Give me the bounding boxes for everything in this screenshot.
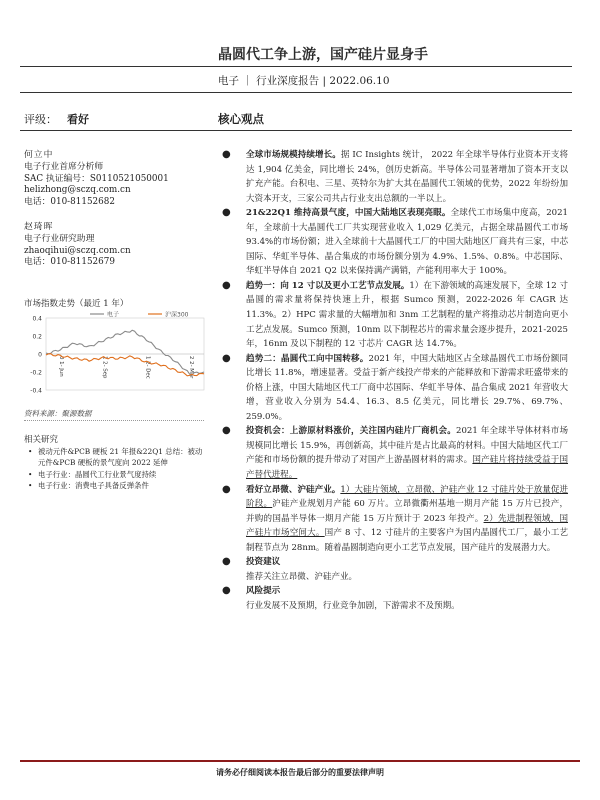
bullet-icon: ● bbox=[222, 149, 231, 160]
bullet-head: 投资建议 bbox=[246, 557, 281, 568]
bullet-investment-opportunity bbox=[218, 424, 568, 482]
bullet-head: 21&22Q1 维持高景气度，中国大陆地区表现亮眼。 bbox=[246, 208, 451, 219]
bullet-body: 据 IC Insights 统计， 2022 年全球半导体行业资本开支将达 1,904 亿美金，同比增长 24%，创历史新高。半导体公司显著增加了资本开支以扩充产能。台积电、三星、英特尔为扩大其在晶圆代工领域的优势，2022 年纷纷加大资本开支，三家公司共占行业支出总额的一半以上。 bbox=[246, 150, 568, 204]
y-tick-label: -0.4 bbox=[30, 387, 42, 395]
related-item[interactable]: • 电子行业：晶圆代工行业景气度持续 bbox=[28, 470, 208, 481]
y-tick-label: -0.2 bbox=[30, 369, 42, 377]
legend-label: 沪深300 bbox=[165, 311, 189, 319]
analyst-role: 电子行业研究助理 bbox=[24, 233, 95, 244]
analyst-2 bbox=[24, 222, 131, 269]
report-title: 晶圆代工争上游，国产硅片显身手 bbox=[218, 47, 428, 63]
bullet-head: 看好立昂微、沪硅产业。 bbox=[246, 484, 341, 495]
bullet-trend-two bbox=[218, 352, 568, 425]
bullet-icon: ● bbox=[222, 556, 231, 568]
footer-divider bbox=[20, 760, 580, 762]
bullet-body: 全球代工市场集中度高，2021 年，全球前十大晶圆代工厂共实现营业收入 1,029 亿美元，占据全球晶圆代工市场 93.4%的市场份额；进入全球前十大晶圆代工厂的中国大陆地区厂商共有三家，中芯国际、华虹半导体、晶合集成的市场份额分别为 4.9%、1.5%、0.8%。中芯国际、华虹半导体自 2021 Q2 以来保持满产满销，产能利用率大于 100%。 bbox=[246, 208, 568, 277]
y-tick-label: 0.2 bbox=[32, 333, 42, 341]
bullet-body: 1）在下游领域的高速发展下，全球 12 寸晶圆的需求量将保持快速上升，根据 Sumco 预测，2022-2026 年 CAGR 达 11.3%。2）HPC 需求量的大幅增加和 3nm 工艺制程的量产将推动芯片制造向更小工艺点发展。Sumco 预测，10nm 以下制程芯片的需求量会逐步提升，2021-2025 年，16nm 及以下制程的 12 寸芯片 CAGR 达 14.7%。 bbox=[246, 280, 568, 350]
source-divider bbox=[24, 420, 204, 421]
rating bbox=[24, 111, 89, 127]
analyst-license: SAC 执证编号：S0110521050001 bbox=[24, 173, 169, 184]
y-tick-label: 0 bbox=[38, 351, 42, 359]
bullet-body-underlined: 1）大硅片领域，立昂微、沪硅产业 12 寸硅片处于放量促进阶段。 bbox=[246, 484, 569, 510]
bullet-body: 2021 年全球半导体材料市场规模同比增长 15.9%，再创新高，其中硅片是占比最高的材料。中国大陆地区代工厂产能和市场份额的提升带动了对国产上游晶圆材料的需求。 bbox=[246, 426, 569, 466]
x-tick-label: 2 2- Mar bbox=[188, 356, 194, 379]
rating-label: 评级： bbox=[24, 113, 57, 126]
chart-title: 市场指数走势（最近 1 年） bbox=[24, 299, 129, 309]
analyst-phone: 电话：010-81152682 bbox=[24, 197, 115, 208]
bullet-risk bbox=[218, 584, 568, 599]
market-index-chart bbox=[20, 310, 210, 406]
analyst-role: 电子行业首席分析师 bbox=[24, 161, 104, 172]
related-research-list bbox=[28, 447, 208, 493]
bullet-recommend bbox=[218, 483, 568, 556]
bullet-investment-advice bbox=[218, 555, 568, 570]
header-divider-2 bbox=[20, 92, 572, 93]
bullet-head: 投资机会：上游原材料涨价，关注国内硅片厂商机会。 bbox=[246, 426, 457, 437]
core-view-list bbox=[218, 148, 568, 614]
investment-advice-text: 推荐关注立昂微、沪硅产业。 bbox=[246, 571, 358, 582]
bullet-icon: ● bbox=[222, 279, 231, 291]
bullet-tail: 国产硅片将持续受益于国产替代进程。 bbox=[246, 455, 569, 481]
analyst-email[interactable]: helizhong@sczq.com.cn bbox=[24, 185, 131, 196]
bullet-icon: ● bbox=[222, 483, 231, 495]
rating-value: 看好 bbox=[67, 113, 89, 126]
bullet-market-size bbox=[218, 148, 568, 206]
y-tick-label: 0.4 bbox=[32, 315, 42, 323]
x-tick-label: 1 2- Sep bbox=[101, 356, 108, 379]
series-line-electronics bbox=[46, 330, 204, 374]
bullet-body: 国产 8 寸、12 寸硅片的主要客户为国内晶圆代工厂，最小工艺制程节点为 28nm。随着晶圆制造向更小工艺节点发展，国产硅片的发展潜力大。 bbox=[246, 528, 568, 553]
legal-notice[interactable]: 请务必仔细阅读本报告最后部分的重要法律声明 bbox=[216, 767, 384, 777]
section-divider bbox=[20, 130, 572, 131]
analyst-phone: 电话：010-81152679 bbox=[24, 257, 115, 268]
report-subtitle: 电子 ｜ 行业深度报告 | 2022.06.10 bbox=[218, 75, 390, 87]
bullet-head: 全球市场规模持续增长。 bbox=[246, 150, 341, 160]
bullet-icon: ● bbox=[222, 425, 231, 437]
bullet-icon: ● bbox=[222, 207, 231, 219]
related-item[interactable]: • 被动元件&PCB 硬板 21 年报&22Q1 总结：被动元件&PCB 硬板的景气度向 2022 延伸 bbox=[28, 447, 208, 469]
bullet-high-prosperity bbox=[218, 206, 568, 279]
core-view-heading: 核心观点 bbox=[218, 112, 264, 126]
bullet-icon: ● bbox=[222, 585, 231, 597]
x-tick-label: 0 1- Jun bbox=[58, 356, 64, 377]
bullet-body-underlined: 2）先进制程领域，国产硅片市场空间大。 bbox=[246, 513, 569, 539]
bullet-body: 沪硅产业规划月产能 60 万片。立昂微衢州基地一期月产能 15 万片已投产，并购的国晶半导体一期月产能 15 万片预计于 2023 年投产。 bbox=[246, 499, 569, 524]
bullet-trend-one bbox=[218, 279, 568, 352]
risk-text: 行业发展不及预期，行业竞争加剧，下游需求不及预期。 bbox=[246, 600, 460, 611]
related-research-heading: 相关研究 bbox=[24, 435, 59, 445]
bullet-icon: ● bbox=[222, 352, 231, 364]
analyst-email[interactable]: zhaoqihui@sczq.com.cn bbox=[24, 245, 131, 256]
analyst-1 bbox=[24, 150, 169, 209]
bullet-body: 2021 年，中国大陆地区占全球晶圆代工市场份额同比增长 11.8%，增速显著。受益于新产线投产带来的产能释放和下游需求旺盛带来的价格上涨，中国大陆地区代工厂商中芯国际、华虹半导体、晶合集成 2021 年营收大增，营业收入分别为 54.4、16.3、8.5 亿美元，同比增长 29.7%、69.7%、259.0%。 bbox=[246, 353, 569, 422]
related-item[interactable]: • 电子行业：消费电子具备反弹条件 bbox=[28, 481, 208, 492]
bullet-head: 趋势一：向 12 寸以及更小工艺节点发展。 bbox=[246, 280, 410, 291]
bullet-head: 风险提示 bbox=[246, 586, 281, 597]
legend-label: 电子 bbox=[107, 311, 120, 319]
bullet-head: 趋势二：晶圆代工向中国转移。 bbox=[246, 353, 369, 364]
header-divider bbox=[20, 66, 572, 67]
chart-source: 资料来源：聚源数据 bbox=[24, 409, 92, 418]
x-tick-label: 1 2- Dec bbox=[144, 356, 151, 379]
analyst-name: 赵琦晖 bbox=[24, 222, 54, 232]
analyst-name: 何立中 bbox=[24, 150, 54, 160]
